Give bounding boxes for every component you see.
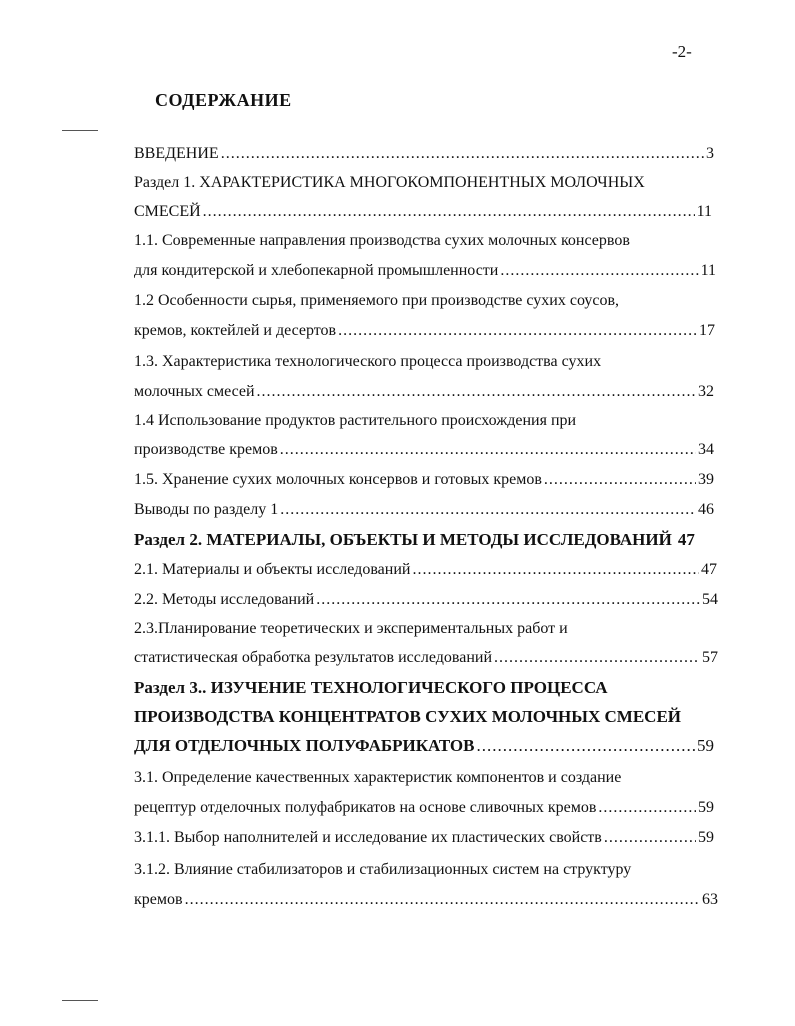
toc-entry-page: 47 xyxy=(677,530,695,549)
toc-entry-page: 47 xyxy=(701,561,717,578)
toc-entry-page: 57 xyxy=(702,649,718,666)
toc-entry-2-3-line1[interactable]: 2.3.Планирование теоретических и экспериментальных работ и xyxy=(134,620,568,637)
toc-entry-2-3[interactable] xyxy=(134,650,718,666)
toc-entry-1-2-line1[interactable]: 1.2 Особенности сырья, применяемого при производстве сухих соусов, xyxy=(134,292,619,309)
toc-entry-section1-line1[interactable]: Раздел 1. ХАРАКТЕРИСТИКА МНОГОКОМПОНЕНТНЫХ МОЛОЧНЫХ xyxy=(134,174,645,191)
leader-dots xyxy=(604,830,696,846)
toc-entry-text: 2.1. Материалы и объекты исследований xyxy=(134,561,411,578)
leader-dots xyxy=(500,263,698,279)
page-number: -2- xyxy=(672,42,692,61)
page-title: СОДЕРЖАНИЕ xyxy=(155,90,292,110)
toc-entry-text: рецептур отделочных полуфабрикатов на основе сливочных кремов xyxy=(134,799,597,816)
toc-entry-page: 54 xyxy=(702,591,718,608)
leader-dots xyxy=(494,650,700,666)
toc-entry-text: Раздел 2. МАТЕРИАЛЫ, ОБЪЕКТЫ И МЕТОДЫ ИССЛЕДОВАНИЙ xyxy=(134,530,672,549)
toc-entry-page: 32 xyxy=(698,383,714,400)
toc-entry-2-2[interactable] xyxy=(134,592,718,608)
toc-entry-page: 59 xyxy=(697,736,714,755)
scan-artifact xyxy=(62,130,98,131)
toc-entry-1-3-line1[interactable]: 1.3. Характеристика технологического процесса производства сухих xyxy=(134,353,602,370)
toc-entry-page: 39 xyxy=(698,471,714,488)
toc-entry-text: Выводы по разделу 1 xyxy=(134,501,279,518)
leader-dots xyxy=(280,442,696,458)
toc-entry-text: для кондитерской и хлебопекарной промышленности xyxy=(134,262,499,279)
toc-entry-intro[interactable] xyxy=(134,146,714,162)
toc-entry-1-4-line1[interactable]: 1.4 Использование продуктов растительного происхождения при xyxy=(134,412,577,429)
toc-entry-text: ВВЕДЕНИЕ xyxy=(134,145,219,162)
leader-dots xyxy=(477,737,696,754)
toc-entry-page: 11 xyxy=(700,262,716,279)
toc-entry-1-2[interactable] xyxy=(134,323,715,339)
toc-entry-page: 46 xyxy=(698,501,714,518)
leader-dots xyxy=(221,146,704,162)
toc-entry-text: производстве кремов xyxy=(134,441,278,458)
toc-entry-section3[interactable] xyxy=(134,737,714,754)
toc-entry-1-5[interactable] xyxy=(134,472,714,488)
toc-entry-1-4[interactable] xyxy=(134,442,714,458)
leader-dots xyxy=(316,592,700,608)
toc-entry-text: 1.5. Хранение сухих молочных консервов и готовых кремов xyxy=(134,471,542,488)
toc-entry-text: статистическая обработка результатов исследований xyxy=(134,649,492,666)
toc-entry-page: 17 xyxy=(699,322,715,339)
toc-entry-page: 59 xyxy=(698,799,714,816)
toc-entry-3-1-line1[interactable]: 3.1. Определение качественных характеристик компонентов и создание xyxy=(134,769,622,786)
toc-entry-1-3[interactable] xyxy=(134,384,714,400)
toc-entry-3-1-2[interactable] xyxy=(134,892,718,908)
toc-entry-page: 34 xyxy=(698,441,714,458)
toc-entry-page: 3 xyxy=(706,145,714,162)
toc-entry-3-1-2-line1[interactable]: 3.1.2. Влияние стабилизаторов и стабилизационных систем на структуру xyxy=(134,861,632,878)
toc-entry-page: 59 xyxy=(698,829,714,846)
toc-entry-3-1-1[interactable] xyxy=(134,830,714,846)
toc-entry-1-1[interactable] xyxy=(134,263,716,279)
toc-entry-text: кремов xyxy=(134,891,183,908)
toc-entry-2-1[interactable] xyxy=(134,562,717,578)
toc-entry-section1[interactable] xyxy=(134,204,712,220)
toc-entry-section2[interactable] xyxy=(134,531,714,548)
leader-dots xyxy=(412,562,699,578)
leader-dots xyxy=(280,502,696,518)
leader-dots xyxy=(598,800,696,816)
toc-entry-section3-line2[interactable]: ПРОИЗВОДСТВА КОНЦЕНТРАТОВ СУХИХ МОЛОЧНЫХ СМЕСЕЙ xyxy=(134,707,682,726)
leader-dots xyxy=(203,204,695,220)
toc-entry-page: 11 xyxy=(696,203,712,220)
toc-entry-text: кремов, коктейлей и десертов xyxy=(134,322,337,339)
toc-entry-text: 2.2. Методы исследований xyxy=(134,591,315,608)
toc-entry-text: молочных смесей xyxy=(134,383,255,400)
toc-entry-1-1-line1[interactable]: 1.1. Современные направления производства сухих молочных консервов xyxy=(134,232,630,249)
leader-dots xyxy=(257,384,696,400)
toc-entry-page: 63 xyxy=(702,891,718,908)
leader-dots xyxy=(544,472,696,488)
toc-entry-text: ДЛЯ ОТДЕЛОЧНЫХ ПОЛУФАБРИКАТОВ xyxy=(134,736,475,755)
leader-dots xyxy=(185,892,700,908)
toc-entry-conclusions-1[interactable] xyxy=(134,502,714,518)
toc-entry-text: 3.1.1. Выбор наполнителей и исследование их пластических свойств xyxy=(134,829,602,846)
leader-dots xyxy=(338,323,697,339)
scan-artifact xyxy=(62,1000,98,1001)
toc-entry-text: СМЕСЕЙ xyxy=(134,203,201,220)
toc-entry-section3-line1[interactable]: Раздел 3.. ИЗУЧЕНИЕ ТЕХНОЛОГИЧЕСКОГО ПРОЦЕССА xyxy=(134,678,608,697)
toc-entry-3-1[interactable] xyxy=(134,800,714,816)
